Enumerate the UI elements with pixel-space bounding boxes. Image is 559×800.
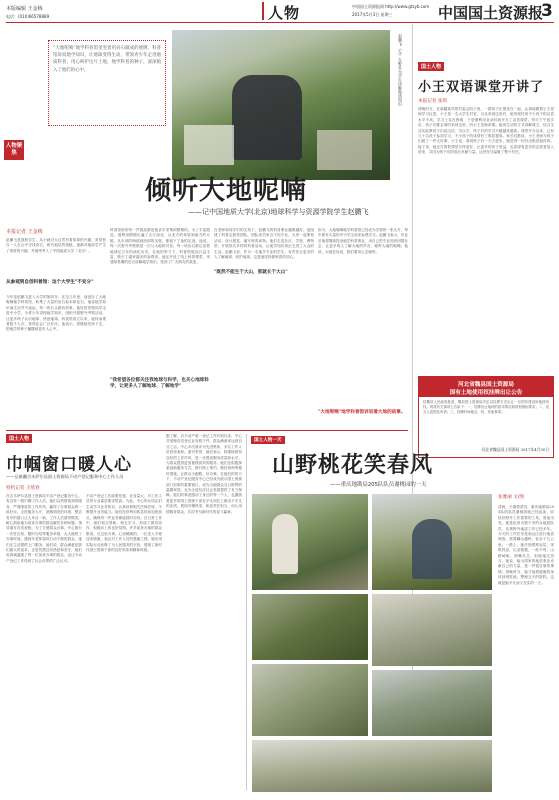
notice-body: 经魏县人民政府批准，魏县国土资源局决定以挂牌方式出让一宗国有建设用地使用权。现将有关事项公告如下：一、挂牌出让地块的基本情况和规划指标要求；二、竞买人范围及申请；三、挂牌时间地点；四、其他事项。 [423, 400, 549, 414]
lower-left-col1: 在吉木萨尔县国土资源局不动产登记服务中心，有这样一群巾帼工作人员，她们以热情周到的服务、严谨细致的工作作风，赢得了办事群众的一致好评。走进服务大厅，宽敞明亮的环境、整洁有序的窗口让人耳目一新。工作人员面带微笑，耐心细致地为前来办事的群众解答各种问题，指导填写各类表格。为了方便群众办事，中心推行一次性告知、限时办结等服务举措，大大缩短了办事时间。遇到年老体弱或行动不便的群众，她们还主动提供上门服务。她们说，群众满意是我们最大的追求。正是凭借这份热爱和坚守，她们用真诚温暖了每一位前来办事的群众，也让不动产登记工作得到了社会各界的广泛认可。 [6, 494, 82, 563]
right-badge: 国土人物 [418, 62, 444, 71]
subhead-3: "我希望各位都关注我地球与科学，也关心地球科学，让更多人了解地球、了解地学" [110, 378, 209, 389]
lead-col1a: 赵鹏飞是我校学生，从小就对大自然有着浓厚的兴趣，常常独自一人在山中寻找奇石，研究地层的奥秘，逐渐对地质学产生了浓厚的兴趣，并最终考入了中国地质大学（北京）。 [6, 238, 106, 253]
lower-left-col3: 据了解，自不动产统一登记工作开展以来，中心共受理各类登记业务数千件，群众满意率达到百分之百。中心多次被评为先进集体，多名工作人员获得表彰。面对荣誉，她们表示，将继续保持良好的工作作风，进一步提高服务质量和水平，为群众提供更加便捷高效的服务。她们还积极探索创新服务方式，推行网上预约、微信查询等便民措施，让群众少跑路、好办事。在她们的努力下，不动产登记服务中心已经成为展示国土资源部门形象的重要窗口，成为当地群众交口称赞的温馨家园，也为全县经济社会发展提供了有力保障。她们的事迹感动了身边的每一个人，也激励着更多的国土资源干部在平凡岗位上做出不平凡的业绩，展现巾帼风采，彰显责任担当，用心用情服务群众，共同书写新时代的奋斗篇章。 [166, 434, 242, 514]
lower-left-byline: 特约记者 王绪春 [6, 486, 40, 491]
lead-title: 倾听大地呢喃 [145, 176, 308, 206]
lower-divider [246, 434, 247, 790]
lower-right-badge: 国土人物一天 [251, 436, 285, 444]
notice-box [418, 376, 554, 458]
right-body: 傍晚时分，在新疆某村的村委会院子里，一群孩子正围坐在一起，认真地跟着小王老师学习汉语。小王是一名大学生村官，自从来到这里后，她发现村里不少孩子的汉语水平不高，学习上存在困难，于是便利用业余时间开办了双语课堂。每天下午放学后，孩子们都会准时来到这里，听小王老师讲课。她用生动的方式讲解课文，结合生活实际教孩子们说汉语、写汉字，孩子们的学习兴趣越来越浓。课堂开办以来，已有几十名孩子参加学习，不少孩子的成绩有了明显提高。家长们都说，小王老师为孩子们做了一件大好事。小王说，看到孩子们一天天进步，她觉得一切付出都是值得的。接下来，她还打算把课堂办得更好，让更多的孩子受益，也希望有更多的志愿者加入进来，共同为孩子们的成长贡献力量。这份坚守温暖了整个村庄。 [418, 107, 554, 155]
section-title: 人物 [268, 4, 301, 22]
lead-col2: 科普馆里的每一件展品都是他亲手采集和整理的。为了丰富展品，他利用假期走遍了大江南北，从北方的草原到南方的丘陵，从东部的海滨到西部的戈壁，都留下了他的足迹。他说，每一次野外考察都是一次与大地的对话，每一块岩石都记录着地球亿万年的演化历史。在他的努力下，科普馆展品日益丰富，吸引了越来越多的参观者。他还开设了线上科普课堂，用通俗易懂的语言讲解地学知识，受到了广大网友的欢迎。 [110, 228, 210, 265]
lead-col4: 如今，大地呢喃地学科普馆已经成为学校的一张名片，每年都有大量的中小学生前来参观学习。赵鹏飞表示，毕业后他将继续投身地学科普事业，用自己的专业知识回馈社会，让更多的人了解大地的声音，倾听大地的呢喃。他说，大地在诉说，我们要用心去倾听。 [318, 228, 408, 254]
phone-line: 电话：(010)66578889 [6, 14, 50, 19]
photo-panorama [252, 740, 492, 792]
worker-figure [272, 514, 298, 574]
children-group [184, 125, 234, 165]
lead-col1b: 今年是赵鹏飞进入大学的第四年，在这几年里，他创办了大地呢喃地学科普馆，收集了大量的岩石标本和化石。他说地学知识离生活并不遥远，每一块石头都有故事。他经常带领同学走进中小学，为青少年讲授地学知识，组织开展野外考察活动，让更多孩子认识地球、热爱地球。科普馆成立以来，接待参观者数千人次，获得社会广泛好评。他表示，将继续坚持下去，把地学的种子播撒到更多人心中。 [6, 295, 106, 332]
lead-bottom-rule [6, 430, 408, 431]
lower-right-body: 清晨，天刚蒙蒙亮，重庆地勘局205队的队员谢桃园就已经起床，收拾好野外工作需要的工具，准备出发。她是队里为数不多的女地质队员，从事野外地质工作已经多年。今天的工作任务是到山区进行地质调查，需要翻山越岭，徒步十几公里。一路上，她仔细观察岩层，采集样品，记录数据，一丝不苟。山路崎岖，荆棘丛生，但她毫无怨言。她说，能为国家的地质事业贡献自己的力量，是一件很自豪的事情。傍晚时分，她才拖着疲惫的身体回到驻地，整理当天的资料。这就是她平凡而又充实的一天。 [498, 505, 554, 585]
lead-subtitle: ——记中国地质大学(北京)地球科学与资源学院学生赵鹏飞 [188, 208, 369, 216]
notice-line2: 国有土地使用权挂牌出让公告 [449, 390, 523, 396]
photo-measurement [252, 664, 368, 736]
lead-closing-quote: "大地呢喃"地学科普馆诉说着大地的故事。 [318, 410, 406, 415]
page-number: 3 [541, 1, 553, 21]
site-url: 中国国土资源报网 http://www.gtzyb.com [352, 4, 430, 9]
right-title: 小王双语课堂开讲了 [418, 80, 545, 95]
lower-left-badge: 国土人物 [6, 434, 32, 443]
subhead-2: "既然不能生于大山，那就长于大山" [214, 270, 288, 275]
lead-col3: 在老师和同学们的支持下，赵鹏飞的科普事业越做越好。他组建了科普志愿者团队，团队成员来自不同专业，大家一起策划活动、设计展览、编写科普读物。他们走进社区、学校、博物馆，开展形式多样的科普活动，让地学知识真正走进了大众的生活。赵鹏飞说，作为一名地学专业的学生，有责任让更多的人了解地球、爱护地球，这是他坚持做科普的初心。 [214, 228, 314, 260]
lower-left-subtitle: ——记新疆吉木萨尔县国土资源局不动产登记服务中心工作人员 [6, 474, 124, 479]
lower-left-col2: 不动产登记工作政策性强、业务量大，对工作人员的专业素质要求很高。为此，中心的女同志们主动学习业务知识，认真钻研相关法律法规，不断提升业务能力。她们经常利用休息时间加班加点，确保每一件业务都能按时办结。在日常工作中，她们相互帮助、相互学习，形成了团结协作、积极向上的良好氛围。许多前来办事的群众都说，在这里办事，心里暖暖的。一位老人专程送来锦旗，表达对工作人员的感谢之情。她们用实际行动诠释了为人民服务的宗旨，展现了新时代国土资源干部的良好形象和精神风貌。 [86, 494, 162, 553]
lower-right-subtitle: ——重庆地勘局205队队员谢桃园的一天 [330, 482, 427, 488]
lower-left-title: 巾帼窗口暖人心 [6, 455, 132, 475]
photo-sampling [252, 594, 368, 660]
photo-drilling [372, 670, 492, 736]
subhead-1: 从参观到自创科普馆：这个大学生"不安分" [6, 280, 94, 285]
section-mark-left [262, 2, 264, 20]
notice-footer: 河北省魏县国土资源局 2017年4月30日 [481, 447, 549, 452]
lead-quote-box [48, 40, 166, 126]
editor-line: 本版编辑 王金梅 [6, 6, 43, 12]
person-figure [412, 519, 452, 579]
masthead: 中国国土资源报 [438, 4, 544, 22]
right-byline: 本报记者 张琪 [418, 99, 448, 104]
lead-photo [172, 30, 390, 180]
lead-byline: 本报记者 王金梅 [6, 229, 43, 235]
photo-landscape [372, 494, 492, 590]
figure-silhouette [232, 75, 302, 160]
issue-date: 2017年5月3日 星期三 [352, 12, 393, 17]
photo-caption: 赵鹏飞（左）在野外为学生讲解地质知识 [398, 34, 403, 106]
photo-credit: 张雅丽 文/图 [498, 495, 524, 500]
notice-line1: 河北省魏县国土资源局 [458, 382, 514, 388]
photo-team [372, 594, 492, 666]
photo-field-work [252, 494, 368, 590]
lower-right-title: 山野桃花笑春风 [272, 453, 434, 478]
feature-badge: 人物聚焦 [4, 140, 24, 160]
lead-quote: “大地呢喃”地学科普馆里竖着用岩石做成的展牌，科普馆诉说地学知识，让地球变得生动，带领青少年走进地质科普，用心呵护这片土地，地学科普的种子，深深植入了他们的心中。 [53, 46, 161, 73]
children-group-right [317, 130, 372, 170]
